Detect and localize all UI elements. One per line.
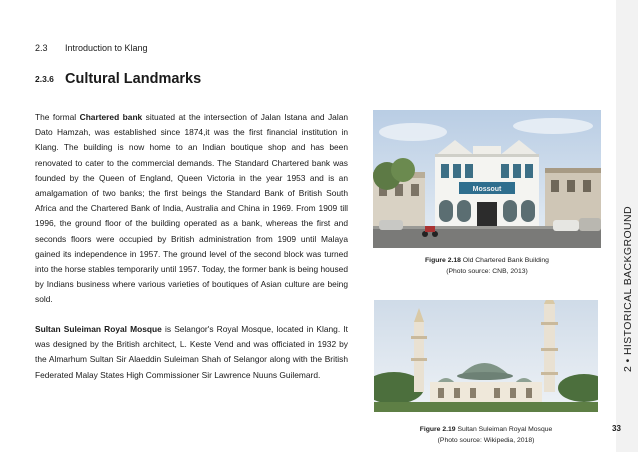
royal-mosque-photo: [374, 300, 598, 412]
paragraph-text: situated at the intersection of Jalan Istana and Jalan Dato Hamzah, was established since 1874,it was the first financial institution in Klang. The building is now home to an Indian boutique shop and has been renovated to cater to the commercial demands. The Standard Chartered bank was founded by the Queen of England, Queen Victoria in the year 1953 and is an amalgamation of two banks; the first beings the Standard Bank of British South Africa and the Chartered Bank of India, Australia and China in 1969. From 1909 till 1996, the ground floor of the building operated as a bank, whereas the first and seconds floors were occupied by British administration from 1909 until Malaya gained its independence in 1957. The ground level of the second block was turned into the horse stables temporarily until 1957. Today, the former bank is being housed by Indians business where various varieties of boutiques of Asian culture are being sold.: [35, 112, 349, 305]
chapter-side-label-box: [622, 186, 638, 372]
figure-caption-chartered-bank: [373, 255, 601, 277]
chartered-bank-illustration: [373, 110, 601, 248]
subsection-title: Cultural Landmarks: [65, 70, 202, 87]
section-header-title: Introduction to Klang: [65, 43, 148, 53]
royal-mosque-illustration: [374, 300, 598, 412]
building-sign-text: Mossout: [472, 186, 502, 193]
photo-source: (Photo source: Wikipedia, 2018): [437, 437, 535, 444]
figure-caption-royal-mosque: [374, 424, 598, 446]
page-number: 33: [612, 424, 621, 433]
photo-source: (Photo source: CNB, 2013): [446, 268, 528, 275]
caption-line: [374, 424, 598, 435]
paragraph-text: is Selangor's Royal Mosque, located in Klang. It was designed by the British architect, L. Keste Vend and was officiated in 1932 by the Almarhum Sultan Sir Alaeddin Suleiman Shah of Selangor along with the British Federated Malay States High Commissioner Sir Lawrence Nuuns Guilemard.: [35, 324, 348, 380]
subsection-number: 2.3.6: [35, 73, 54, 84]
paragraph-bold-term: Sultan Suleiman Royal Mosque: [35, 324, 162, 334]
figure-label: Figure 2.18: [425, 257, 461, 264]
chapter-side-label: 2 • HISTORICAL BACKGROUND: [622, 206, 634, 372]
section-header-number: 2.3: [35, 43, 48, 53]
paragraph-bold-term: Chartered bank: [79, 112, 143, 122]
paragraph-chartered-bank: [35, 110, 348, 308]
figure-label: Figure 2.19: [419, 426, 456, 433]
chartered-bank-photo: [373, 110, 601, 248]
section-header: [35, 43, 148, 53]
caption-line: [373, 255, 601, 266]
figure-caption-text: Old Chartered Bank Building: [460, 257, 549, 264]
paragraph-text: The formal: [35, 112, 80, 122]
paragraph-royal-mosque: [35, 322, 348, 383]
subsection-heading: [35, 70, 201, 88]
figure-caption-text: Sultan Suleiman Royal Mosque: [455, 426, 553, 433]
